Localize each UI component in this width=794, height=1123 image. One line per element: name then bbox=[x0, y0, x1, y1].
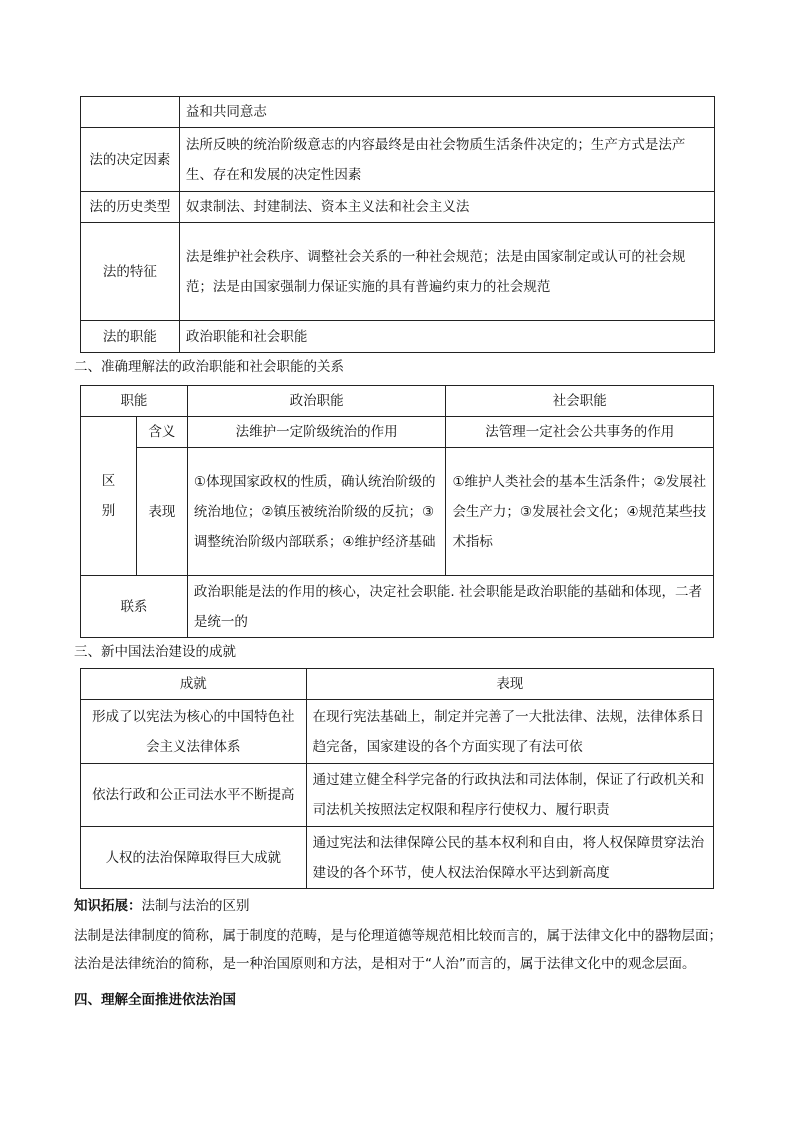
table-row bbox=[81, 448, 714, 576]
header-cell: 社会职能 bbox=[446, 386, 714, 417]
header-cell: 表现 bbox=[306, 669, 713, 700]
extension-label: 知识拓展： bbox=[74, 898, 142, 914]
detail-cell: 在现行宪法基础上，制定并完善了一大批法律、法规，法律体系日趋完备，国家建设的各个方面实现了有法可依 bbox=[306, 700, 713, 764]
political-manifest: ①体现国家政权的性质，确认统治阶级的统治地位；②镇压被统治阶级的反抗；③调整统治阶级内部联系；④维护经济基础 bbox=[187, 448, 446, 576]
table-row bbox=[81, 764, 714, 827]
section-heading: 三、新中国法治建设的成就 bbox=[74, 644, 236, 660]
social-meaning: 法管理一定社会公共事务的作用 bbox=[446, 417, 714, 448]
row-content: 益和共同意志 bbox=[179, 97, 714, 128]
achievement-cell: 人权的法治保障取得巨大成就 bbox=[81, 827, 307, 889]
diff-label: 区 别 bbox=[81, 417, 137, 576]
section-heading: 二、准确理解法的政治职能和社会职能的关系 bbox=[74, 359, 344, 375]
table-row bbox=[81, 576, 714, 638]
detail-cell: 通过宪法和法律保障公民的基本权利和自由，将人权保障贯穿法治建设的各个环节，使人权法治保障水平达到新高度 bbox=[306, 827, 713, 889]
extension-heading bbox=[74, 896, 250, 916]
section-heading: 四、理解全面推进依法治国 bbox=[74, 992, 236, 1008]
functions-table bbox=[80, 385, 714, 638]
table-row bbox=[81, 386, 714, 417]
row-content: 法是维护社会秩序、调整社会关系的一种社会规范；法是由国家制定或认可的社会规范；法是由国家强制力保证实施的具有普遍约束力的社会规范 bbox=[179, 223, 714, 321]
table-row bbox=[81, 700, 714, 764]
relation-text: 政治职能是法的作用的核心，决定社会职能. 社会职能是政治职能的基础和体现，二者是统一的 bbox=[187, 576, 713, 638]
table-row bbox=[81, 321, 715, 353]
table-row bbox=[81, 827, 714, 889]
achievements-table bbox=[80, 668, 714, 889]
detail-cell: 通过建立健全科学完备的行政执法和司法体制，保证了行政机关和司法机关按照法定权限和程序行使权力、履行职责 bbox=[306, 764, 713, 827]
row-label: 法的决定因素 bbox=[81, 128, 180, 192]
achievement-cell: 依法行政和公正司法水平不断提高 bbox=[81, 764, 307, 827]
table-row bbox=[81, 192, 715, 223]
manifest-label: 表现 bbox=[136, 448, 187, 576]
extension-paragraph: 法制是法律制度的简称，属于制度的范畴，是与伦理道德等规范相比较而言的，属于法律文化中的器物层面；法治是法律统治的简称，是一种治国原则和方法，是相对于“人治”而言的，属于法律文化中的观念层面。 bbox=[74, 928, 722, 972]
table-row bbox=[81, 97, 715, 128]
row-content: 法所反映的统治阶级意志的内容最终是由社会物质生活条件决定的；生产方式是法产生、存在和发展的决定性因素 bbox=[179, 128, 714, 192]
row-label bbox=[81, 97, 180, 128]
header-cell: 职能 bbox=[81, 386, 188, 417]
header-cell: 成就 bbox=[81, 669, 307, 700]
social-manifest: ①维护人类社会的基本生活条件；②发展社会生产力；③发展社会文化；④规范某些技术指标 bbox=[446, 448, 714, 576]
table-row bbox=[81, 669, 714, 700]
row-label: 法的历史类型 bbox=[81, 192, 180, 223]
achievement-cell: 形成了以宪法为核心的中国特色社会主义法律体系 bbox=[81, 700, 307, 764]
political-meaning: 法维护一定阶级统治的作用 bbox=[187, 417, 446, 448]
meaning-label: 含义 bbox=[136, 417, 187, 448]
row-label: 法的职能 bbox=[81, 321, 180, 353]
relation-label: 联系 bbox=[81, 576, 188, 638]
row-content: 奴隶制法、封建制法、资本主义法和社会主义法 bbox=[179, 192, 714, 223]
law-basics-table bbox=[80, 96, 715, 353]
row-label: 法的特征 bbox=[81, 223, 180, 321]
table-row bbox=[81, 417, 714, 448]
row-content: 政治职能和社会职能 bbox=[179, 321, 714, 353]
table-row bbox=[81, 128, 715, 192]
extension-title: 法制与法治的区别 bbox=[141, 898, 250, 914]
header-cell: 政治职能 bbox=[187, 386, 446, 417]
table-row bbox=[81, 223, 715, 321]
